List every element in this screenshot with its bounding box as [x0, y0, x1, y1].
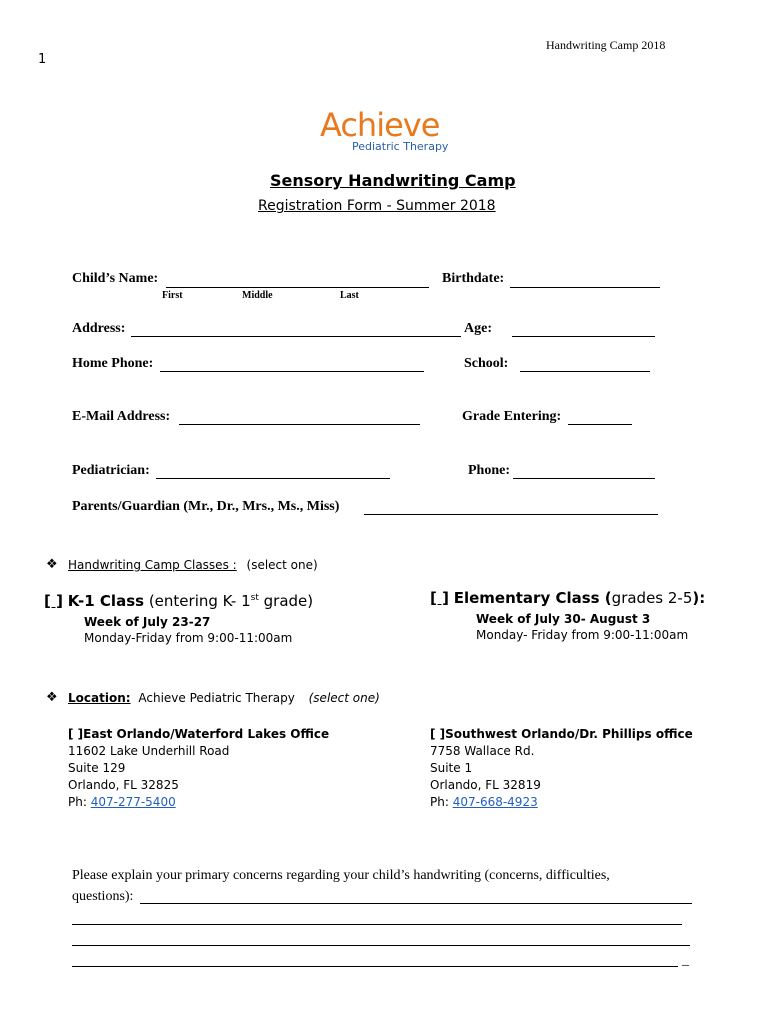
classes-select-note: (select one) [246, 558, 318, 572]
parents-label: Parents/Guardian (Mr., Dr., Mrs., Ms., Miss) [72, 499, 340, 514]
classes-heading: Handwriting Camp Classes : (select one) [68, 558, 318, 572]
parents-field[interactable] [364, 514, 658, 515]
age-field[interactable] [512, 336, 655, 337]
pediatrician-label: Pediatrician: [72, 463, 150, 478]
birthdate-label: Birthdate: [442, 271, 505, 286]
home-phone-field[interactable] [160, 371, 424, 372]
pediatrician-field[interactable] [156, 478, 390, 479]
first-name-caption: First [162, 290, 183, 301]
k1-week: Week of July 23-27 [84, 615, 211, 629]
bullet-diamond-icon: ❖ [46, 690, 58, 705]
middle-name-caption: Middle [242, 290, 273, 301]
birthdate-field[interactable] [510, 287, 660, 288]
last-name-caption: Last [340, 290, 359, 301]
southwest-office-suite: Suite 1 [430, 761, 473, 775]
southwest-office-phone-line: Ph: 407-668-4923 [430, 795, 538, 809]
elementary-time: Monday- Friday from 9:00-11:00am [476, 628, 689, 642]
page-title: Sensory Handwriting Camp [270, 171, 516, 190]
concerns-line-4[interactable] [72, 966, 678, 967]
phone-field[interactable] [513, 478, 655, 479]
phone-label: Phone: [468, 463, 510, 478]
concerns-line-2[interactable] [72, 924, 682, 925]
k1-time: Monday-Friday from 9:00-11:00am [84, 631, 293, 645]
grade-label: Grade Entering: [462, 409, 562, 424]
concerns-line-1[interactable] [140, 903, 692, 904]
east-office-phone-link[interactable]: 407-277-5400 [90, 795, 176, 809]
location-heading: Location: Achieve Pediatric Therapy (select one) [68, 691, 380, 705]
grade-field[interactable] [568, 424, 632, 425]
elementary-checkbox[interactable]: [ ] [430, 589, 449, 607]
southwest-office-title[interactable]: [ ]Southwest Orlando/Dr. Phillips office [430, 727, 693, 741]
east-office-street: 11602 Lake Underhill Road [68, 744, 230, 758]
running-header: Handwriting Camp 2018 [546, 38, 666, 52]
east-office-phone-line: Ph: 407-277-5400 [68, 795, 176, 809]
east-office-city: Orlando, FL 32825 [68, 778, 179, 792]
concerns-trailing-dash: _ [682, 953, 689, 968]
bullet-diamond-icon: ❖ [46, 557, 58, 572]
elementary-week: Week of July 30- August 3 [476, 612, 651, 626]
email-label: E-Mail Address: [72, 409, 171, 424]
school-field[interactable] [520, 371, 650, 372]
age-label: Age: [464, 321, 492, 336]
east-office-title[interactable]: [ ]East Orlando/Waterford Lakes Office [68, 727, 330, 741]
elementary-class-option[interactable]: [ ] Elementary Class (grades 2-5): [430, 589, 706, 607]
home-phone-label: Home Phone: [72, 356, 154, 371]
concerns-prompt-cont: questions): [72, 889, 134, 904]
email-field[interactable] [179, 424, 420, 425]
east-office-suite: Suite 129 [68, 761, 126, 775]
logo-wordmark: Achieve [320, 106, 440, 144]
concerns-line-3[interactable] [72, 945, 690, 946]
southwest-office-phone-link[interactable]: 407-668-4923 [452, 795, 538, 809]
southwest-office-street: 7758 Wallace Rd. [430, 744, 535, 758]
logo-tagline: Pediatric Therapy [352, 140, 449, 153]
address-label: Address: [72, 321, 126, 336]
address-field[interactable] [131, 336, 461, 337]
k1-checkbox[interactable]: [ ] [44, 592, 63, 610]
concerns-prompt: Please explain your primary concerns regarding your child’s handwriting (concerns, difficulties, [72, 868, 610, 883]
child-name-field[interactable] [166, 287, 429, 288]
page-number: 1 [38, 52, 47, 67]
k1-class-option[interactable]: [ ] K-1 Class (entering K- 1st grade) [44, 592, 314, 610]
child-name-label: Child’s Name: [72, 271, 159, 286]
school-label: School: [464, 356, 509, 371]
southwest-office-city: Orlando, FL 32819 [430, 778, 541, 792]
page-subtitle: Registration Form - Summer 2018 [258, 198, 496, 214]
